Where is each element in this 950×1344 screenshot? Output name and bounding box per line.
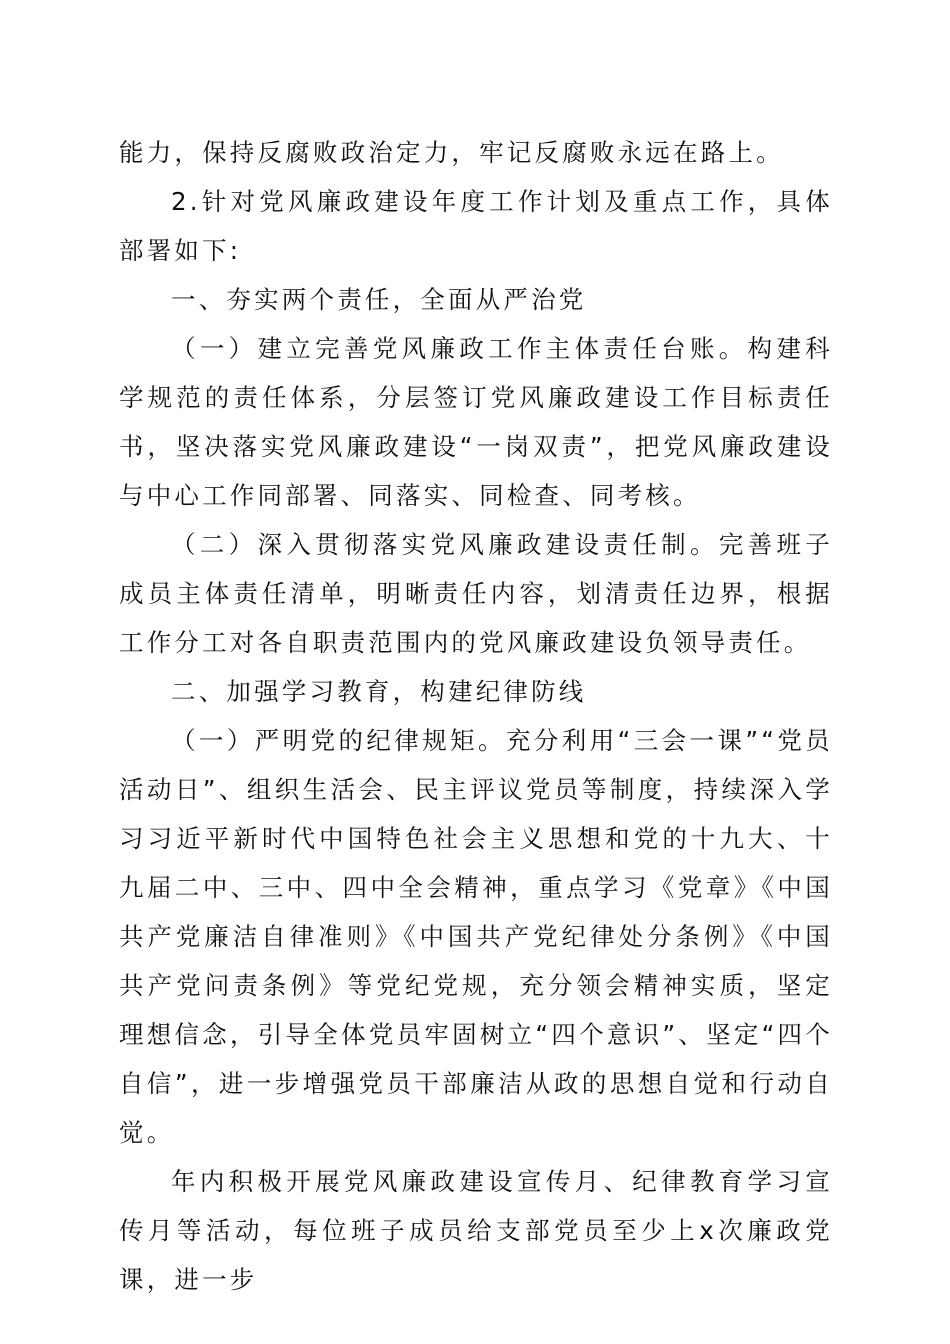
paragraph-1-2: （二）深入贯彻落实党风廉政建设责任制。完善班子成员主体责任清单，明晰责任内容，划清责任边界，根据工作分工对各自职责范围内的党风廉政建设负领导责任。	[119, 530, 833, 657]
section-heading-2: 二、加强学习教育，构建纪律防线	[171, 677, 587, 706]
section-heading-1: 一、夯实两个责任，全面从严治党	[171, 285, 587, 314]
paragraph-deployment-intro: 2.针对党风廉政建设年度工作计划及重点工作，具体部署如下:	[119, 187, 833, 265]
paragraph-1-1: （一）建立完善党风廉政工作主体责任台账。构建科学规范的责任体系，分层签订党风廉政建设工作目标责任书，坚决落实党风廉政建设“一岗双责”，把党风廉政建设与中心工作同部署、同落实、同检查、同考核。	[119, 334, 833, 510]
paragraph-continuation: 能力，保持反腐败政治定力，牢记反腐败永远在路上。	[119, 138, 784, 167]
paragraph-2-1-continued: 年内积极开展党风廉政建设宣传月、纪律教育学习宣传月等活动，每位班子成员给支部党员至少上x次廉政党课，进一步	[119, 1167, 833, 1294]
document-body	[119, 128, 833, 1304]
paragraph-2-1: （一）严明党的纪律规矩。充分利用“三会一课”“党员活动日”、组织生活会、民主评议党员等制度，持续深入学习习近平新时代中国特色社会主义思想和党的十九大、十九届二中、三中、四中全会精神，重点学习《党章》《中国共产党廉洁自律准则》《中国共产党纪律处分条例》《中国共产党问责条例》等党纪党规，充分领会精神实质，坚定理想信念，引导全体党员牢固树立“四个意识”、坚定“四个自信”，进一步增强党员干部廉洁从政的思想自觉和行动自觉。	[119, 726, 833, 1147]
